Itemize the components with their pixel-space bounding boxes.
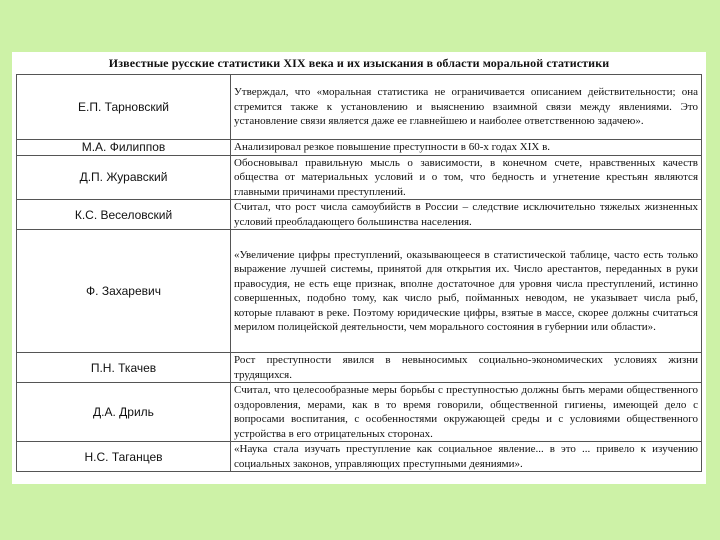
statistician-name: Д.П. Журавский [17, 155, 231, 200]
table-row [17, 230, 702, 353]
statistician-description: «Наука стала изучать преступление как социальное явление... в это ... привело к изучению социальных законов, управляющих преступными деяниями». [231, 442, 702, 472]
statistician-description: Считал, что рост числа самоубийств в России – следствие исключительно тяжелых жизненных условий преобладающего большинства населения. [231, 200, 702, 230]
statistician-description: Обосновывал правильную мысль о зависимости, в конечном счете, нравственных качеств общества от материальных условий и о том, что бедность и угнетение крестьян являются главными причинами преступлений. [231, 155, 702, 200]
statistician-name: Н.С. Таганцев [17, 442, 231, 472]
document-sheet [12, 52, 706, 484]
table-title: Известные русские статистики XIX века и их изыскания в области моральной статистики [108, 56, 610, 70]
table-row [17, 383, 702, 442]
statistician-description: «Увеличение цифры преступлений, оказывающееся в статистической таблице, часто есть только выражение лучшей системы, принятой для открытия их. Число арестантов, переданных в руки правосудия, не есть еще признак, вполне достаточное для уровня числа преступлений, истинно совершенных, подобно тому, как число рыб, пойманных неводом, не указывает числа рыб, которые плавают в реке. Поэтому юридические цифры, взятые в массе, скорее должны считаться мерилом полицейской деятельности, чем морального состояния в губернии или области». [231, 230, 702, 353]
table-row [17, 75, 702, 140]
statistician-name: Ф. Захаревич [17, 230, 231, 353]
statistician-name: К.С. Веселовский [17, 200, 231, 230]
table-row [17, 155, 702, 200]
table-row [17, 353, 702, 383]
statistician-description: Утверждал, что «моральная статистика не ограничивается описанием действительности; она стремится также к установлению и выяснению взаимной связи между явлениями. Это установление связи является даже ее главнейшею и наиболее ответственною задачею». [231, 75, 702, 140]
statistician-name: П.Н. Ткачев [17, 353, 231, 383]
statistician-description: Считал, что целесообразные меры борьбы с преступностью должны быть мерами общественного оздоровления, мерами, как в то время говорили, общественной гигиены, имеющей дело с вопросами воспитания, с особенностями окружающей среды и с условиями общественного устройства в его отрицательных сторонах. [231, 383, 702, 442]
table-row [17, 200, 702, 230]
statistician-description: Рост преступности явился в невыносимых социально-экономических условиях жизни трудящихся. [231, 353, 702, 383]
table-row [17, 140, 702, 156]
table-row [17, 442, 702, 472]
statistician-name: М.А. Филиппов [17, 140, 231, 156]
statistician-name: Д.А. Дриль [17, 383, 231, 442]
statisticians-table [16, 74, 702, 472]
statistician-description: Анализировал резкое повышение преступности в 60-х годах XIX в. [231, 140, 702, 156]
statistician-name: Е.П. Тарновский [17, 75, 231, 140]
